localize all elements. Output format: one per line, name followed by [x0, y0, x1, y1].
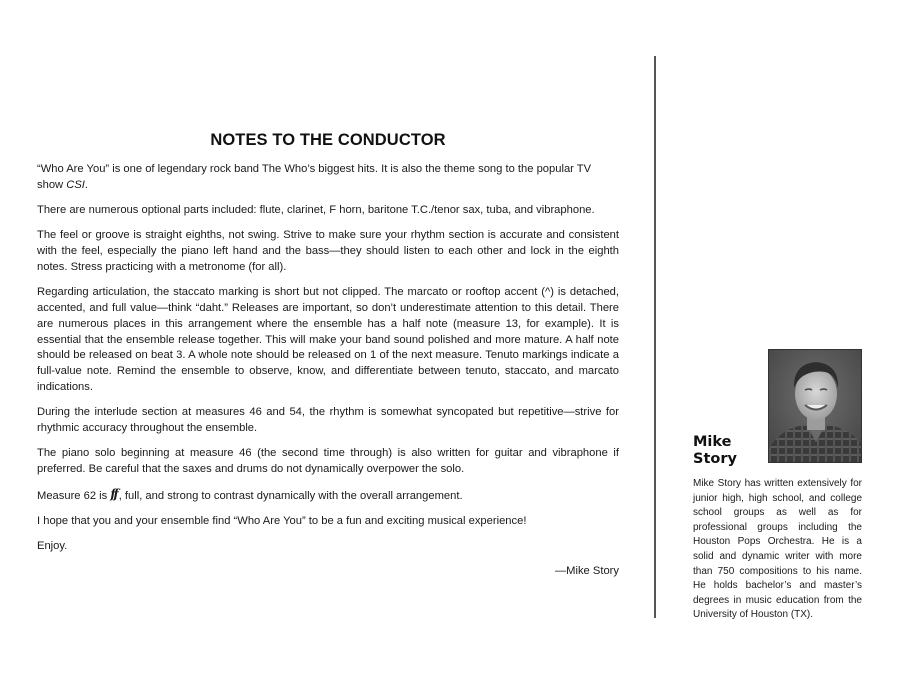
page-title: NOTES TO THE CONDUCTOR	[210, 131, 446, 149]
paragraph-intro	[37, 162, 619, 194]
paragraph-optional-parts: There are numerous optional parts included: flute, clarinet, F horn, baritone T.C./tenor sax, tuba, and vibraphone.	[37, 204, 595, 217]
fortissimo-icon: ff	[110, 486, 117, 501]
paragraph-articulation: Regarding articulation, the staccato marking is short but not clipped. The marcato or rooftop accent (^) is detached, accented, and full value—think “daht.” Releases are important, so don’t underestimate attention to this detail. There are numerous places in this arrangement where the ensemble has a half note (measure 13, for example). It is essential that the ensemble release together. This will make your band sound polished and more mature. A half note should be released on beat 3. A whole note should be released on 1 of the next measure. Tenuto markings indicate a full-value note. Remind the ensemble to observe, know, and differentiate between tenuto, staccato, and marcato indications.	[37, 286, 619, 394]
paragraph-closing: I hope that you and your ensemble find “Who Are You” to be a fun and exciting musical experience!	[37, 514, 527, 527]
paragraph-enjoy: Enjoy.	[37, 540, 68, 553]
paragraph-measure-62	[37, 488, 619, 505]
paragraph-feel: The feel or groove is straight eighths, not swing. Strive to make sure your rhythm section is accurate and consistent with the feel, especially the piano left hand and the bass—they should listen to each other and lock in the eighth notes. Stress practicing with a metronome (for all).	[37, 229, 619, 273]
author-bio: Mike Story has written extensively for junior high, high school, and college school groups as well as for professional groups including the Houston Pops Orchestra. He is a solid and dynamic writer with more than 750 compositions to his name. He holds bachelor’s and master’s degrees in music education from the University of Houston (TX).	[693, 478, 862, 621]
author-last-name: Story	[693, 450, 737, 467]
author-photo	[768, 349, 862, 463]
show-title-italic: CSI	[66, 178, 85, 191]
author-first-name: Mike	[693, 434, 732, 450]
signature: —Mike Story	[554, 565, 619, 578]
conductor-notes	[37, 131, 619, 580]
measure-62-text: Measure 62 is	[37, 489, 111, 502]
paragraph-intro-end: .	[84, 178, 88, 191]
portrait-image	[769, 350, 862, 463]
paragraph-piano-solo: The piano solo beginning at measure 46 (the second time through) is also written for guitar and vibraphone if preferred. Be careful that the saxes and drums do not dynamically overpower the solo.	[37, 447, 619, 476]
paragraph-intro-text: “Who Are You” is one of legendary rock band The Who’s biggest hits. It is also the theme song to the popular TV show	[37, 163, 592, 191]
author-name	[693, 434, 737, 467]
paragraph-interlude: During the interlude section at measures 46 and 54, the rhythm is somewhat syncopated but repetitive—strive for rhythmic accuracy throughout the ensemble.	[37, 406, 619, 435]
vertical-divider	[654, 56, 656, 618]
measure-62-text-end: , full, and strong to contrast dynamically with the overall arrangement.	[118, 489, 463, 502]
